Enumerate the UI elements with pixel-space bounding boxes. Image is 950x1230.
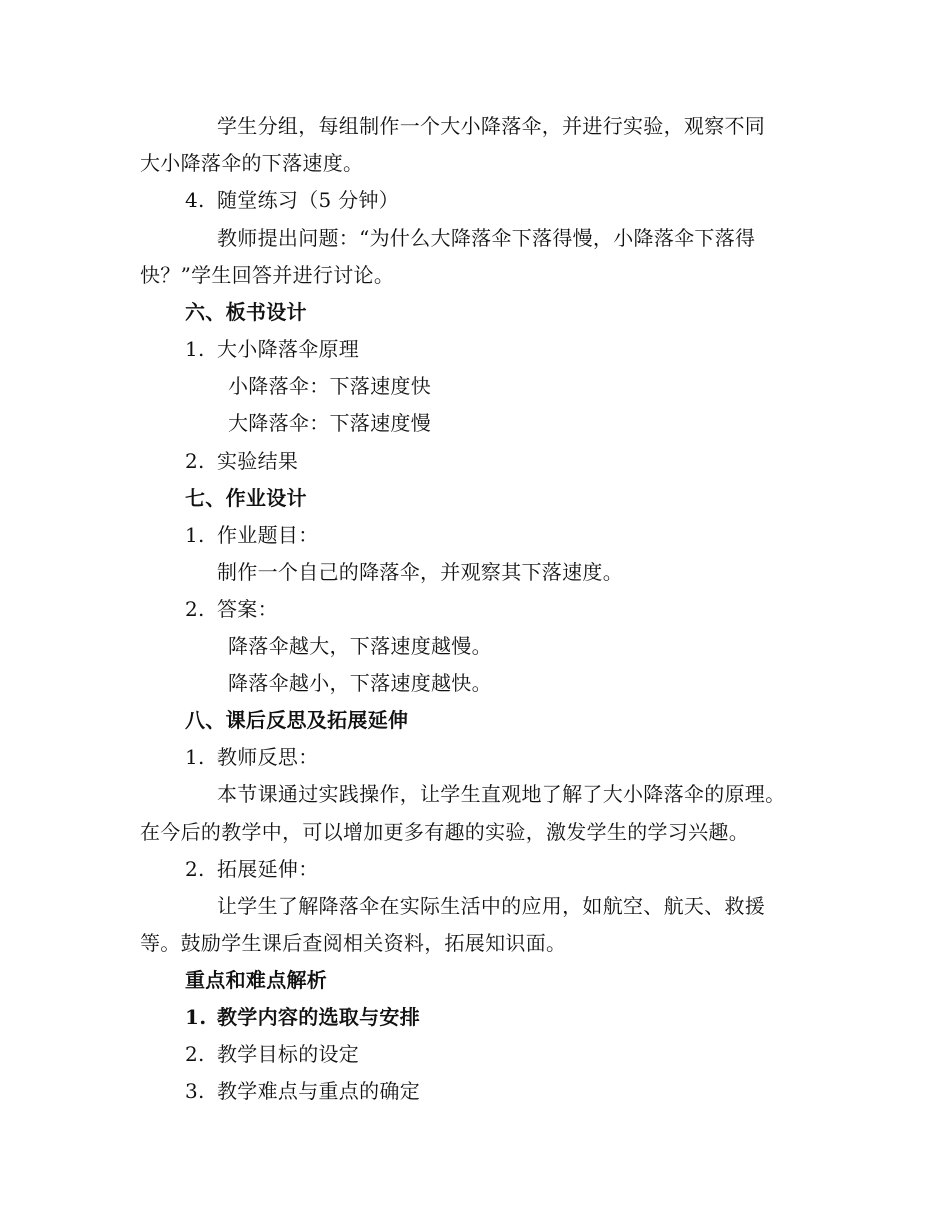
list-item [185, 855, 319, 883]
experiment-paragraph-line1: 学生分组，每组制作一个大小降落伞，并进行实验，观察不同 [217, 114, 766, 138]
experiment-paragraph-line2: 大小降落伞的下落速度。 [140, 151, 364, 175]
sub-item-large-parachute: 大降落伞：下落速度慢 [228, 411, 431, 435]
list-item [185, 743, 319, 771]
list-item-text: 大小降落伞原理 [217, 337, 360, 361]
section-heading-reflection: 八、课后反思及拓展延伸 [185, 708, 409, 732]
list-item-text: 实验结果 [217, 449, 299, 473]
extension-paragraph-line1: 让学生了解降落伞在实际生活中的应用，如航空、航天、救援 [217, 894, 766, 918]
section-heading-key-points: 重点和难点解析 [185, 968, 328, 992]
list-item-text: 随堂练习（5 分钟） [217, 188, 400, 212]
answer-line2: 降落伞越小，下落速度越快。 [228, 671, 492, 695]
list-item-text: 教学目标的设定 [217, 1042, 360, 1066]
list-number: 1. [185, 337, 205, 361]
list-number: 2. [185, 857, 205, 881]
answer-line1: 降落伞越大，下落速度越慢。 [228, 634, 492, 658]
list-item [185, 335, 359, 363]
practice-paragraph-line2: 快？”学生回答并进行讨论。 [140, 263, 395, 287]
list-item [185, 1077, 420, 1105]
list-number: 1. [185, 1005, 207, 1029]
list-item [185, 1040, 359, 1068]
list-item [185, 595, 278, 623]
list-number: 3. [185, 1079, 205, 1103]
list-number: 2. [185, 597, 205, 621]
list-item-text: 教师反思： [217, 745, 319, 769]
list-item-text: 作业题目： [217, 523, 319, 547]
section-heading-board-design: 六、板书设计 [185, 300, 307, 324]
extension-paragraph-line2: 等。鼓励学生课后查阅相关资料，拓展知识面。 [140, 931, 567, 955]
reflection-paragraph-line1: 本节课通过实践操作，让学生直观地了解了大小降落伞的原理。 [217, 782, 786, 806]
list-number: 2. [185, 1042, 205, 1066]
list-item-text: 教学难点与重点的确定 [217, 1079, 420, 1103]
list-item-text: 拓展延伸： [217, 857, 319, 881]
section-heading-homework: 七、作业设计 [185, 486, 307, 510]
list-item [185, 521, 319, 549]
sub-item-small-parachute: 小降落伞：下落速度快 [228, 374, 431, 398]
list-number: 4. [185, 188, 205, 212]
list-number: 2. [185, 449, 205, 473]
list-number: 1. [185, 745, 205, 769]
list-item-text: 答案： [217, 597, 278, 621]
reflection-paragraph-line2: 在今后的教学中，可以增加更多有趣的实验，激发学生的学习兴趣。 [140, 820, 749, 844]
homework-task: 制作一个自己的降落伞，并观察其下落速度。 [217, 560, 623, 584]
list-number: 1. [185, 523, 205, 547]
practice-item [185, 186, 399, 214]
list-item [185, 447, 298, 475]
list-item-text: 教学内容的选取与安排 [217, 1005, 420, 1029]
list-item [185, 1003, 420, 1031]
practice-paragraph-line1: 教师提出问题：“为什么大降落伞下落得慢，小降落伞下落得 [217, 226, 756, 250]
